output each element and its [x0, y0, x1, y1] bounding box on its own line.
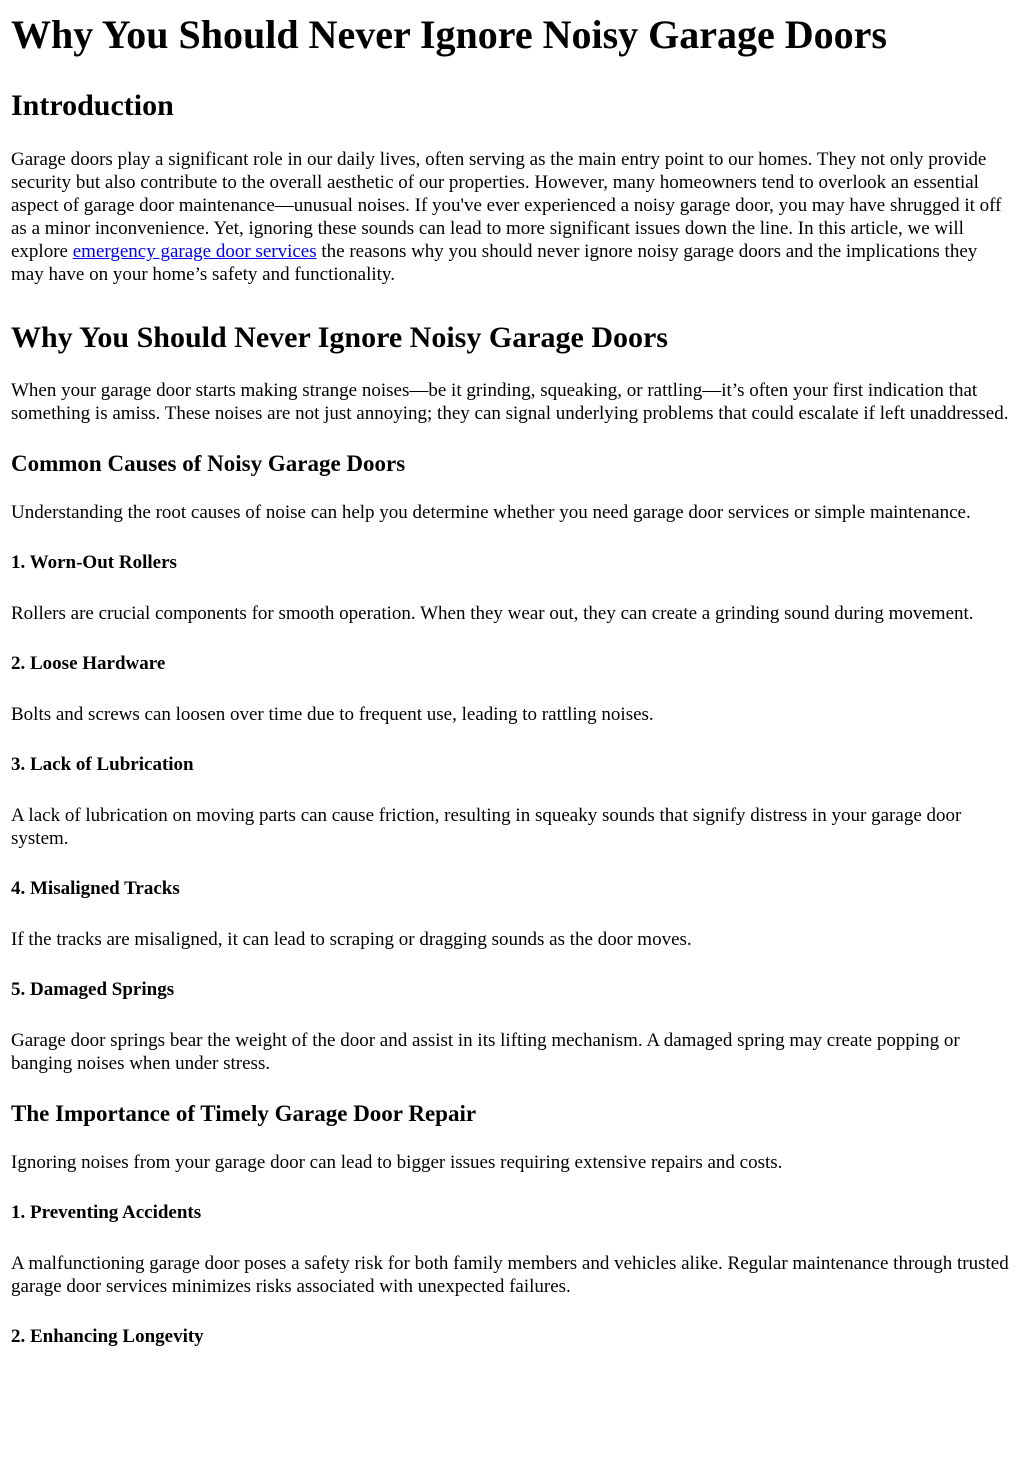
emergency-garage-door-services-link[interactable]: emergency garage door services: [72, 241, 317, 262]
intro-text-before-link: Garage doors play a significant role in our daily lives, often serving as the main entry point to our homes. They not only provide security but also contribute to the overall aesthetic of our properties. However, many homeowners tend to overlook an essential aspect of garage door maintenance—unusual noises. If you've ever experienced a noisy garage door, you may have shrugged it off as a minor inconvenience. Yet, ignoring these sounds can lead to more significant issues down the line. In this article, we will explore: [11, 149, 1002, 262]
cause-heading: 1. Worn-Out Rollers: [11, 552, 177, 573]
section-heading: Why You Should Never Ignore Noisy Garage Doors: [11, 321, 668, 354]
cause-text: Bolts and screws can loosen over time due to frequent use, leading to rattling noises.: [11, 704, 654, 725]
page-title: Why You Should Never Ignore Noisy Garage Doors: [11, 12, 887, 57]
importance-item-heading: 1. Preventing Accidents: [11, 1202, 202, 1223]
cause-heading: 2. Loose Hardware: [11, 653, 166, 674]
importance-heading: The Importance of Timely Garage Door Repair: [11, 1101, 477, 1126]
intro-text-after-link: the reasons why you should never ignore noisy garage doors and the implications they may have on your home’s safety and functionality.: [11, 241, 978, 285]
cause-heading: 5. Damaged Springs: [11, 979, 175, 1000]
importance-item-heading: 2. Enhancing Longevity: [11, 1326, 204, 1347]
intro-paragraph: [11, 148, 1013, 286]
intro-heading: Introduction: [11, 89, 174, 122]
article: [0, 12, 1024, 1349]
causes-intro: Understanding the root causes of noise can help you determine whether you need garage door services or simple maintenance.: [11, 502, 971, 523]
importance-intro: Ignoring noises from your garage door can lead to bigger issues requiring extensive repairs and costs.: [11, 1152, 783, 1173]
causes-heading: Common Causes of Noisy Garage Doors: [11, 451, 406, 476]
cause-text: Garage door springs bear the weight of the door and assist in its lifting mechanism. A damaged spring may create popping or banging noises when under stress.: [11, 1030, 960, 1074]
cause-text: Rollers are crucial components for smooth operation. When they wear out, they can create a grinding sound during movement.: [11, 603, 974, 624]
cause-heading: 3. Lack of Lubrication: [11, 754, 194, 775]
cause-text: If the tracks are misaligned, it can lead to scraping or dragging sounds as the door moves.: [11, 929, 692, 950]
importance-item-text: A malfunctioning garage door poses a safety risk for both family members and vehicles alike. Regular maintenance through trusted garage door services minimizes risks associated with unexpected failures.: [11, 1253, 1009, 1297]
section-paragraph: When your garage door starts making strange noises—be it grinding, squeaking, or rattling—it’s often your first indication that something is amiss. These noises are not just annoying; they can signal underlying problems that could escalate if left unaddressed.: [11, 380, 1009, 424]
cause-heading: 4. Misaligned Tracks: [11, 878, 180, 899]
cause-text: A lack of lubrication on moving parts can cause friction, resulting in squeaky sounds that signify distress in your garage door system.: [11, 805, 962, 849]
